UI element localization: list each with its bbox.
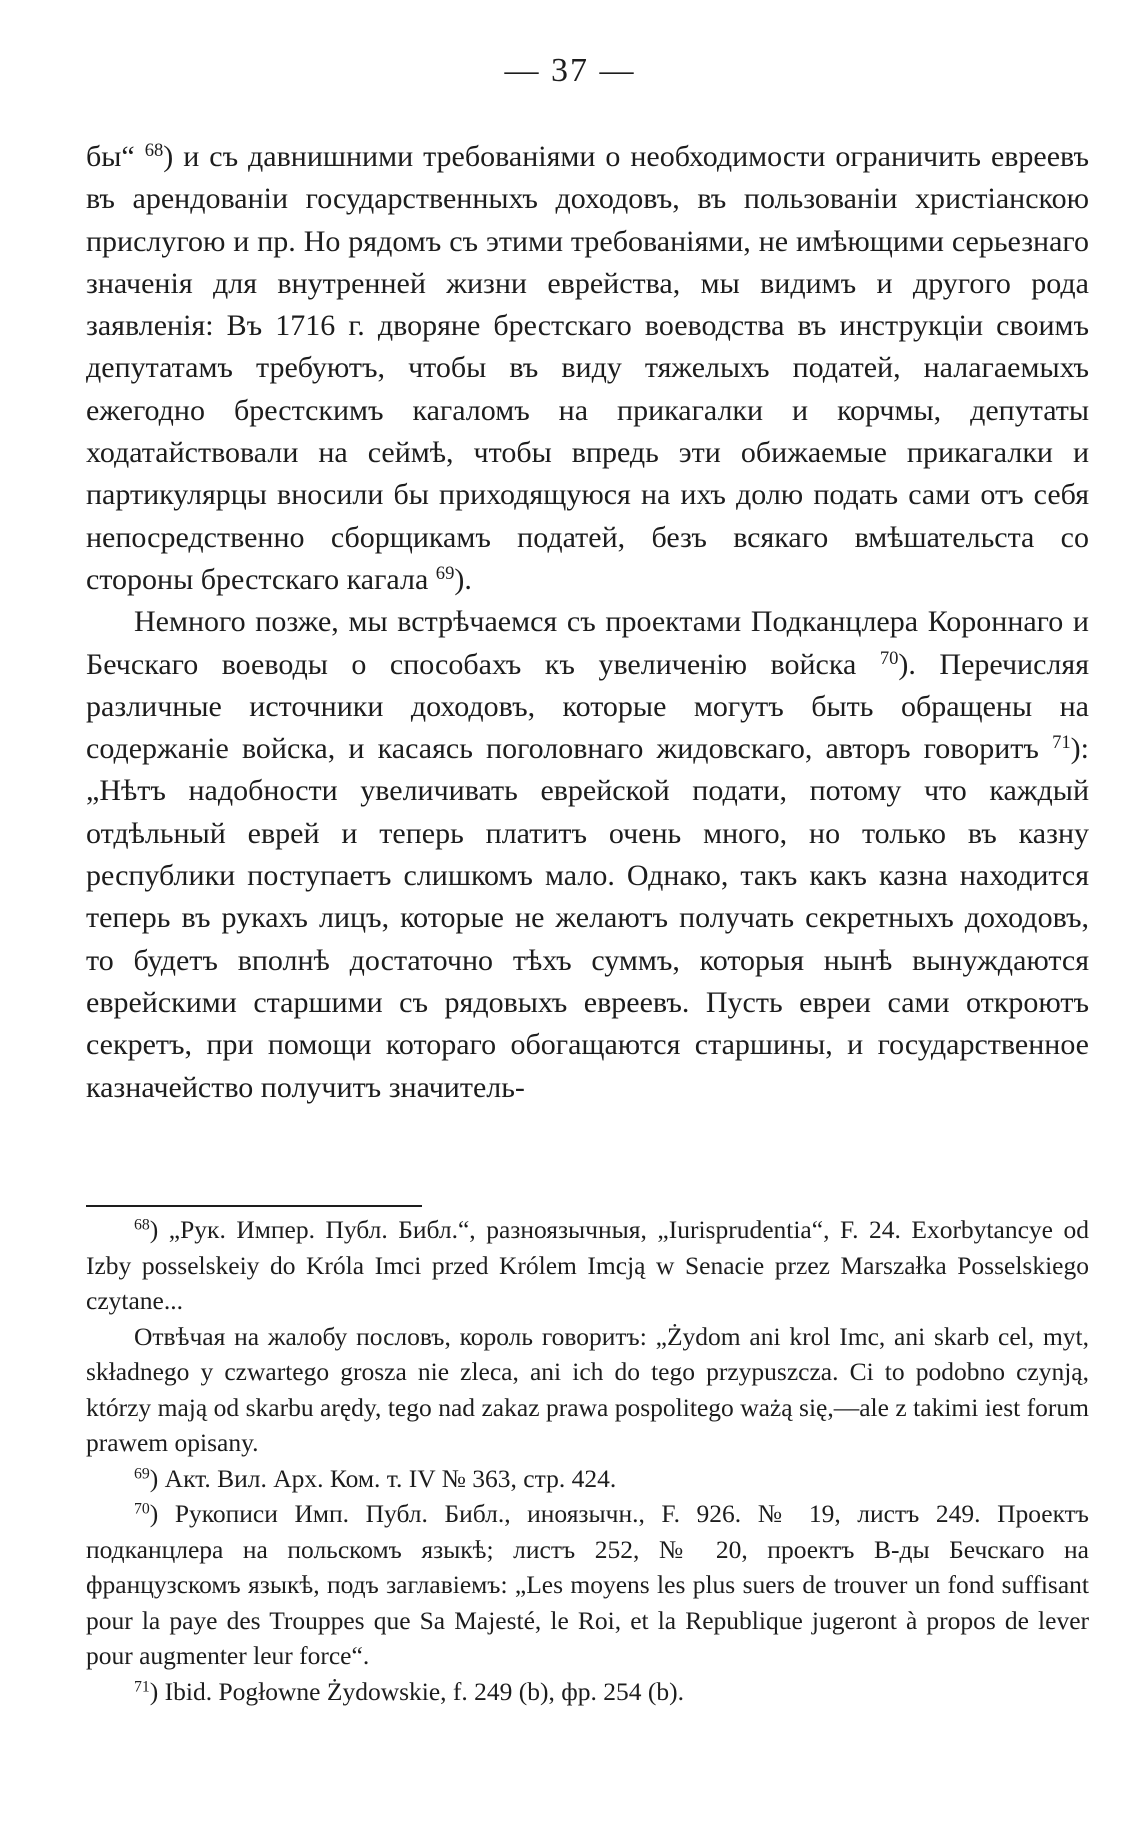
text-run: ): „Нѣтъ надобности увеличивать еврейской подати, потому что каждый отдѣльный еврей и теперь платитъ очень много, но только въ казну республики поступаетъ слишкомъ мало. Однако, такъ какъ казна находится теперь въ рукахъ лицъ, которые не желаютъ получать секретныхъ доходовъ, то будетъ вполнѣ достаточно тѣхъ суммъ, которыя нынѣ вынуждаются еврейскими старшими съ рядовыхъ евреевъ. Пусть евреи сами откроютъ секретъ, при помощи котораго обогащаются старшины, и государственное казначейство получитъ значитель- (86, 732, 1089, 1104)
footnote-ref-71[interactable]: 71 (1052, 731, 1071, 753)
footnote-68 (86, 1212, 1089, 1319)
footnotes (86, 1212, 1089, 1709)
text-run: ). (454, 562, 472, 596)
footnote-text: ) Ibid. Pogłowne Żydowskie, f. 249 (b), фр. 254 (b). (149, 1676, 685, 1706)
text-run: Немного позже, мы встрѣчаемся съ проектами Подканцлера Короннаго и Бечскаго воеводы о способахъ къ увеличенію войска (86, 605, 1089, 681)
footnote-marker: 69 (134, 1464, 150, 1482)
footnote-marker: 71 (134, 1677, 150, 1695)
footnote-68-continuation (86, 1319, 1089, 1461)
page-number: — 37 — (504, 52, 636, 89)
text-run: бы“ (86, 140, 145, 173)
footnote-69 (86, 1461, 1089, 1497)
footnote-text: ) „Рук. Импер. Публ. Библ.“, разноязычныя, „Iurisprudentia“, F. 24. Exorbytancye od Izby posselskeiy do Króla Imci przed Królem Imcją w Senacie przez Marszałka Posselskiego czytane... (86, 1215, 1089, 1315)
text-run: ) и съ давнишними требованіями о необходимости ограничить евреевъ въ арендованіи государственныхъ доходовъ, въ пользованіи христіанскою прислугою и пр. Но рядомъ съ этими требованіями, не имѣющими серьезнаго значенія для внутренней жизни еврейства, мы видимъ и другого рода заявленія: Въ 1716 г. дворяне брестскаго воеводства въ инструкціи своимъ депутатамъ требуютъ, чтобы въ виду тяжелыхъ податей, налагаемыхъ ежегодно брестскимъ кагаломъ на прикагалки и корчмы, депутаты ходатайствовали на сеймѣ, чтобы впредь эти обижаемые прикагалки и партикулярцы вносили бы приходящуюся на ихъ долю подать сами отъ себя непосредственно сборщикамъ податей, безъ всякаго вмѣшательста со стороны брестскаго кагала (86, 140, 1089, 596)
main-text (86, 136, 1089, 1109)
footnote-text: ) Рукописи Имп. Публ. Библ., иноязычн., F. 926. № 19, листъ 249. Проектъ подканцлера на польскомъ языкѣ; листъ 252, № 20, проектъ В-ды Бечскаго на французскомъ языкѣ, подъ заглавіемъ: „Les moyens les plus suers de trouver un fond suffisant pour la paye des Trouppes que Sa Majesté, le Roi, et la Republique jugeront à propos de lever pour augmenter leur force“. (86, 1499, 1089, 1670)
footnote-divider (86, 1205, 422, 1207)
text-run: ). Перечисляя различные источники доходовъ, которые могутъ быть обращены на содержаніе войска, и касаясь поголовнаго жидовскаго, авторъ говоритъ (86, 647, 1089, 766)
footnote-ref-68[interactable]: 68 (144, 139, 164, 161)
footnote-ref-70[interactable]: 70 (879, 647, 899, 669)
footnote-text: ) Акт. Вил. Арх. Ком. т. IV № 363, стр. 424. (149, 1463, 617, 1493)
paragraph (86, 601, 1089, 1109)
footnote-ref-69[interactable]: 69 (435, 562, 455, 584)
paragraph (86, 136, 1089, 601)
footnote-70 (86, 1496, 1089, 1674)
footnote-marker: 68 (134, 1216, 150, 1234)
footnote-marker: 70 (134, 1500, 150, 1518)
footnote-71 (86, 1674, 1089, 1710)
footnote-text: Отвѣчая на жалобу пословъ, король говоритъ: „Żydom ani krol Imc, ani skarb cel, myt, składnego y czwartego grosza nie zleca, ani ich do tego przypuszcza. Ci to podobno czynją, którzy mają od skarbu arędy, tego nad zakaz prawa pospolitego ważą się,—ale z takimi iest forum prawem opisany. (86, 1321, 1089, 1457)
